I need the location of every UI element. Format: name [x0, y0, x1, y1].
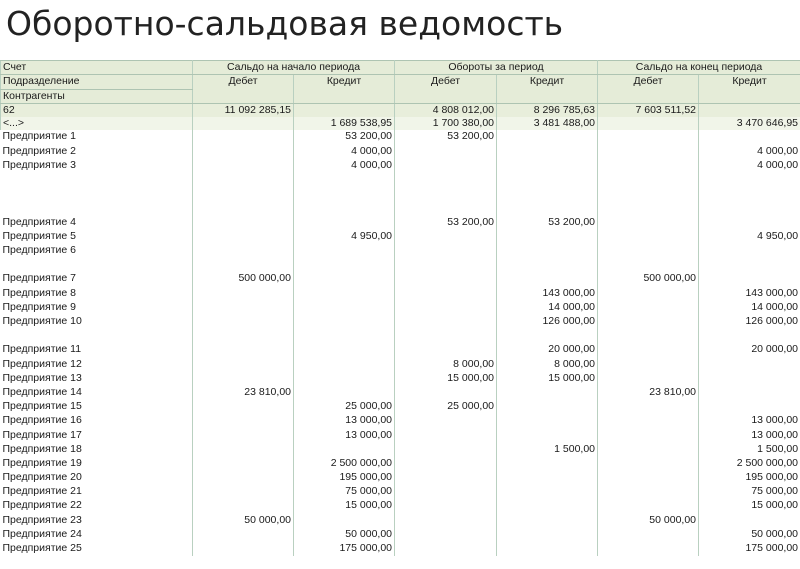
table-row[interactable]	[1, 244, 800, 272]
header-turn-credit[interactable]: Кредит	[497, 75, 598, 104]
cell-open-credit	[294, 386, 395, 400]
cell-close-debit	[598, 499, 699, 513]
cell-turn-credit	[497, 485, 598, 499]
cell-turn-credit	[497, 471, 598, 485]
counterparty-name: Предприятие 19	[1, 457, 193, 471]
cell-close-credit: 4 000,00	[699, 145, 800, 159]
table-row[interactable]	[1, 542, 800, 556]
cell-open-credit: 175 000,00	[294, 542, 395, 556]
cell-close-credit: 2 500 000,00	[699, 457, 800, 471]
cell-close-debit	[598, 230, 699, 244]
cell-open-credit	[294, 287, 395, 301]
counterparty-name: Предприятие 17	[1, 429, 193, 443]
cell-close-credit: 195 000,00	[699, 471, 800, 485]
cell-turn-debit	[395, 542, 497, 556]
table-row[interactable]	[1, 485, 800, 499]
cell-close-credit: 4 000,00	[699, 159, 800, 216]
cell-close-debit	[598, 471, 699, 485]
cell-turn-debit	[395, 471, 497, 485]
cell-turn-debit	[395, 499, 497, 513]
cell-turn-debit	[395, 343, 497, 357]
table-row[interactable]	[1, 429, 800, 443]
cell-turn-credit: 126 000,00	[497, 315, 598, 343]
cell-close-credit	[699, 386, 800, 400]
cell-close-debit	[598, 358, 699, 372]
cell-turn-debit	[395, 414, 497, 428]
table-row[interactable]	[1, 315, 800, 343]
cell-open-debit	[193, 471, 294, 485]
table-row[interactable]	[1, 343, 800, 357]
cell-open-debit	[193, 145, 294, 159]
cell-open-debit	[193, 499, 294, 513]
cell-open-debit	[193, 443, 294, 457]
counterparty-name: Предприятие 2	[1, 145, 193, 159]
cell-open-credit: 25 000,00	[294, 400, 395, 414]
cell-open-debit	[193, 414, 294, 428]
cell-turn-debit	[395, 485, 497, 499]
cell-open-credit	[294, 216, 395, 230]
cell-turn-debit	[395, 230, 497, 244]
cell-open-credit	[294, 358, 395, 372]
cell-close-credit	[699, 130, 800, 144]
counterparty-name: Предприятие 25	[1, 542, 193, 556]
table-row[interactable]	[1, 400, 800, 414]
table-row[interactable]	[1, 130, 800, 144]
header-opening-balance[interactable]: Сальдо на начало периода	[193, 61, 395, 75]
page-title: Оборотно-сальдовая ведомость	[6, 4, 564, 43]
cell-turn-debit	[395, 443, 497, 457]
group-name[interactable]: <...>	[1, 117, 193, 130]
account-turn-credit: 8 296 785,63	[497, 103, 598, 117]
cell-turn-credit: 15 000,00	[497, 372, 598, 386]
header-open-credit[interactable]: Кредит	[294, 75, 395, 104]
cell-turn-debit	[395, 386, 497, 400]
cell-close-debit	[598, 414, 699, 428]
cell-turn-debit: 53 200,00	[395, 216, 497, 230]
cell-close-debit	[598, 343, 699, 357]
cell-turn-debit	[395, 287, 497, 301]
cell-turn-credit	[497, 230, 598, 244]
table-row[interactable]	[1, 301, 800, 315]
cell-turn-credit: 1 500,00	[497, 443, 598, 457]
cell-turn-credit	[497, 542, 598, 556]
cell-turn-debit	[395, 272, 497, 286]
account-close-credit	[699, 103, 800, 117]
counterparty-name: Предприятие 10	[1, 315, 193, 343]
cell-turn-credit	[497, 429, 598, 443]
counterparty-name: Предприятие 18	[1, 443, 193, 457]
table-row[interactable]	[1, 145, 800, 159]
cell-close-credit	[699, 272, 800, 286]
cell-turn-credit	[497, 272, 598, 286]
account-row[interactable]	[1, 103, 800, 117]
cell-open-debit: 500 000,00	[193, 272, 294, 286]
cell-open-credit: 13 000,00	[294, 429, 395, 443]
cell-turn-credit	[497, 514, 598, 528]
cell-open-credit	[294, 272, 395, 286]
cell-open-debit	[193, 528, 294, 542]
counterparty-name: Предприятие 15	[1, 400, 193, 414]
table-row[interactable]	[1, 287, 800, 301]
cell-open-credit: 4 950,00	[294, 230, 395, 244]
table-row[interactable]	[1, 414, 800, 428]
cell-open-credit: 4 000,00	[294, 145, 395, 159]
table-row[interactable]	[1, 514, 800, 528]
table-row[interactable]	[1, 386, 800, 400]
table-row[interactable]	[1, 372, 800, 386]
counterparty-name: Предприятие 21	[1, 485, 193, 499]
counterparty-name: Предприятие 6	[1, 244, 193, 272]
group-turn-debit: 1 700 380,00	[395, 117, 497, 130]
cell-turn-debit	[395, 145, 497, 159]
cell-close-debit	[598, 315, 699, 343]
cell-close-debit	[598, 443, 699, 457]
table-row[interactable]	[1, 457, 800, 471]
cell-turn-debit: 53 200,00	[395, 130, 497, 144]
group-close-credit: 3 470 646,95	[699, 117, 800, 130]
cell-open-debit	[193, 287, 294, 301]
counterparty-name: Предприятие 22	[1, 499, 193, 513]
cell-open-debit	[193, 400, 294, 414]
cell-turn-debit	[395, 159, 497, 216]
table-row[interactable]	[1, 272, 800, 286]
header-turn-debit[interactable]: Дебет	[395, 75, 497, 104]
cell-open-credit: 15 000,00	[294, 499, 395, 513]
cell-close-credit	[699, 514, 800, 528]
cell-turn-credit	[497, 528, 598, 542]
counterparty-name: Предприятие 7	[1, 272, 193, 286]
cell-turn-debit: 8 000,00	[395, 358, 497, 372]
account-open-credit	[294, 103, 395, 117]
cell-open-debit	[193, 130, 294, 144]
header-row-2	[1, 75, 800, 89]
cell-close-debit	[598, 542, 699, 556]
counterparty-name: Предприятие 13	[1, 372, 193, 386]
group-turn-credit: 3 481 488,00	[497, 117, 598, 130]
counterparty-name: Предприятие 8	[1, 287, 193, 301]
cell-close-debit	[598, 130, 699, 144]
cell-close-credit: 175 000,00	[699, 542, 800, 556]
header-close-credit[interactable]: Кредит	[699, 75, 800, 104]
header-closing-balance[interactable]: Сальдо на конец периода	[598, 61, 800, 75]
cell-turn-credit	[497, 414, 598, 428]
cell-open-debit	[193, 485, 294, 499]
cell-open-credit: 4 000,00	[294, 159, 395, 216]
cell-turn-debit	[395, 301, 497, 315]
cell-close-credit: 13 000,00	[699, 429, 800, 443]
table-row[interactable]	[1, 230, 800, 244]
cell-close-credit: 4 950,00	[699, 230, 800, 244]
cell-close-credit: 13 000,00	[699, 414, 800, 428]
cell-close-debit	[598, 287, 699, 301]
cell-close-debit: 50 000,00	[598, 514, 699, 528]
cell-turn-credit: 14 000,00	[497, 301, 598, 315]
header-division[interactable]: Подразделение	[1, 75, 193, 89]
cell-turn-credit	[497, 130, 598, 144]
counterparty-name: Предприятие 20	[1, 471, 193, 485]
cell-open-debit	[193, 244, 294, 272]
cell-close-debit: 23 810,00	[598, 386, 699, 400]
cell-close-credit: 14 000,00	[699, 301, 800, 315]
header-open-debit[interactable]: Дебет	[193, 75, 294, 104]
cell-turn-debit	[395, 457, 497, 471]
cell-turn-debit	[395, 528, 497, 542]
account-turn-debit: 4 808 012,00	[395, 103, 497, 117]
cell-close-debit	[598, 528, 699, 542]
header-counterparties[interactable]: Контрагенты	[1, 89, 193, 103]
table-row[interactable]	[1, 358, 800, 372]
account-name: 62	[1, 103, 193, 117]
cell-close-debit	[598, 457, 699, 471]
cell-open-debit	[193, 343, 294, 357]
cell-open-debit	[193, 358, 294, 372]
counterparty-name: Предприятие 1	[1, 130, 193, 144]
cell-open-credit	[294, 514, 395, 528]
cell-open-debit	[193, 216, 294, 230]
cell-close-debit	[598, 145, 699, 159]
cell-open-credit	[294, 372, 395, 386]
counterparty-name: Предприятие 11	[1, 343, 193, 357]
table-row[interactable]	[1, 216, 800, 230]
cell-open-debit	[193, 315, 294, 343]
cell-close-debit	[598, 301, 699, 315]
cell-open-credit: 53 200,00	[294, 130, 395, 144]
counterparty-name: Предприятие 9	[1, 301, 193, 315]
cell-open-debit	[193, 230, 294, 244]
cell-turn-debit	[395, 429, 497, 443]
cell-open-credit: 75 000,00	[294, 485, 395, 499]
cell-close-debit	[598, 159, 699, 216]
header-row-1	[1, 61, 800, 75]
cell-close-credit	[699, 216, 800, 230]
cell-close-credit	[699, 244, 800, 272]
cell-open-credit: 50 000,00	[294, 528, 395, 542]
cell-open-debit: 23 810,00	[193, 386, 294, 400]
counterparty-name: Предприятие 3	[1, 159, 193, 216]
table-row[interactable]	[1, 443, 800, 457]
header-close-debit[interactable]: Дебет	[598, 75, 699, 104]
cell-close-debit	[598, 216, 699, 230]
cell-turn-credit	[497, 244, 598, 272]
cell-turn-credit	[497, 386, 598, 400]
counterparty-name: Предприятие 23	[1, 514, 193, 528]
cell-turn-credit: 20 000,00	[497, 343, 598, 357]
header-turnover[interactable]: Обороты за период	[395, 61, 598, 75]
cell-open-debit	[193, 372, 294, 386]
cell-close-debit	[598, 400, 699, 414]
cell-close-debit	[598, 485, 699, 499]
table-row[interactable]	[1, 471, 800, 485]
cell-turn-debit: 15 000,00	[395, 372, 497, 386]
cell-turn-credit	[497, 457, 598, 471]
counterparty-name: Предприятие 14	[1, 386, 193, 400]
cell-turn-debit	[395, 315, 497, 343]
group-row[interactable]	[1, 117, 800, 130]
cell-open-credit	[294, 443, 395, 457]
table-row[interactable]	[1, 159, 800, 216]
cell-close-debit: 500 000,00	[598, 272, 699, 286]
cell-turn-credit: 8 000,00	[497, 358, 598, 372]
cell-open-credit: 2 500 000,00	[294, 457, 395, 471]
cell-turn-credit: 143 000,00	[497, 287, 598, 301]
table-row[interactable]	[1, 499, 800, 513]
cell-close-credit	[699, 358, 800, 372]
cell-close-credit: 75 000,00	[699, 485, 800, 499]
counterparty-name: Предприятие 16	[1, 414, 193, 428]
cell-open-credit: 195 000,00	[294, 471, 395, 485]
account-open-debit: 11 092 285,15	[193, 103, 294, 117]
cell-open-debit	[193, 301, 294, 315]
cell-turn-credit: 53 200,00	[497, 216, 598, 230]
cell-close-credit: 126 000,00	[699, 315, 800, 343]
cell-open-debit	[193, 159, 294, 216]
cell-turn-credit	[497, 159, 598, 216]
header-account[interactable]: Счет	[1, 61, 193, 75]
cell-turn-credit	[497, 145, 598, 159]
cell-close-debit	[598, 244, 699, 272]
cell-open-debit	[193, 542, 294, 556]
group-open-credit: 1 689 538,95	[294, 117, 395, 130]
group-close-debit	[598, 117, 699, 130]
cell-close-debit	[598, 372, 699, 386]
cell-open-credit	[294, 244, 395, 272]
counterparty-name: Предприятие 4	[1, 216, 193, 230]
cell-open-credit	[294, 315, 395, 343]
cell-close-credit: 50 000,00	[699, 528, 800, 542]
cell-turn-credit	[497, 499, 598, 513]
cell-turn-debit	[395, 244, 497, 272]
cell-open-debit	[193, 429, 294, 443]
table-row[interactable]	[1, 528, 800, 542]
cell-open-debit	[193, 457, 294, 471]
counterparty-name: Предприятие 12	[1, 358, 193, 372]
cell-turn-credit	[497, 400, 598, 414]
cell-close-credit: 1 500,00	[699, 443, 800, 457]
cell-turn-debit	[395, 514, 497, 528]
cell-open-debit: 50 000,00	[193, 514, 294, 528]
cell-close-credit: 15 000,00	[699, 499, 800, 513]
cell-open-credit	[294, 343, 395, 357]
cell-turn-debit: 25 000,00	[395, 400, 497, 414]
cell-close-credit: 20 000,00	[699, 343, 800, 357]
cell-close-credit: 143 000,00	[699, 287, 800, 301]
counterparty-name: Предприятие 5	[1, 230, 193, 244]
group-open-debit	[193, 117, 294, 130]
cell-open-credit: 13 000,00	[294, 414, 395, 428]
account-close-debit: 7 603 511,52	[598, 103, 699, 117]
cell-open-credit	[294, 301, 395, 315]
cell-close-debit	[598, 429, 699, 443]
turnover-balance-table	[0, 60, 800, 556]
cell-close-credit	[699, 400, 800, 414]
counterparty-name: Предприятие 24	[1, 528, 193, 542]
cell-close-credit	[699, 372, 800, 386]
